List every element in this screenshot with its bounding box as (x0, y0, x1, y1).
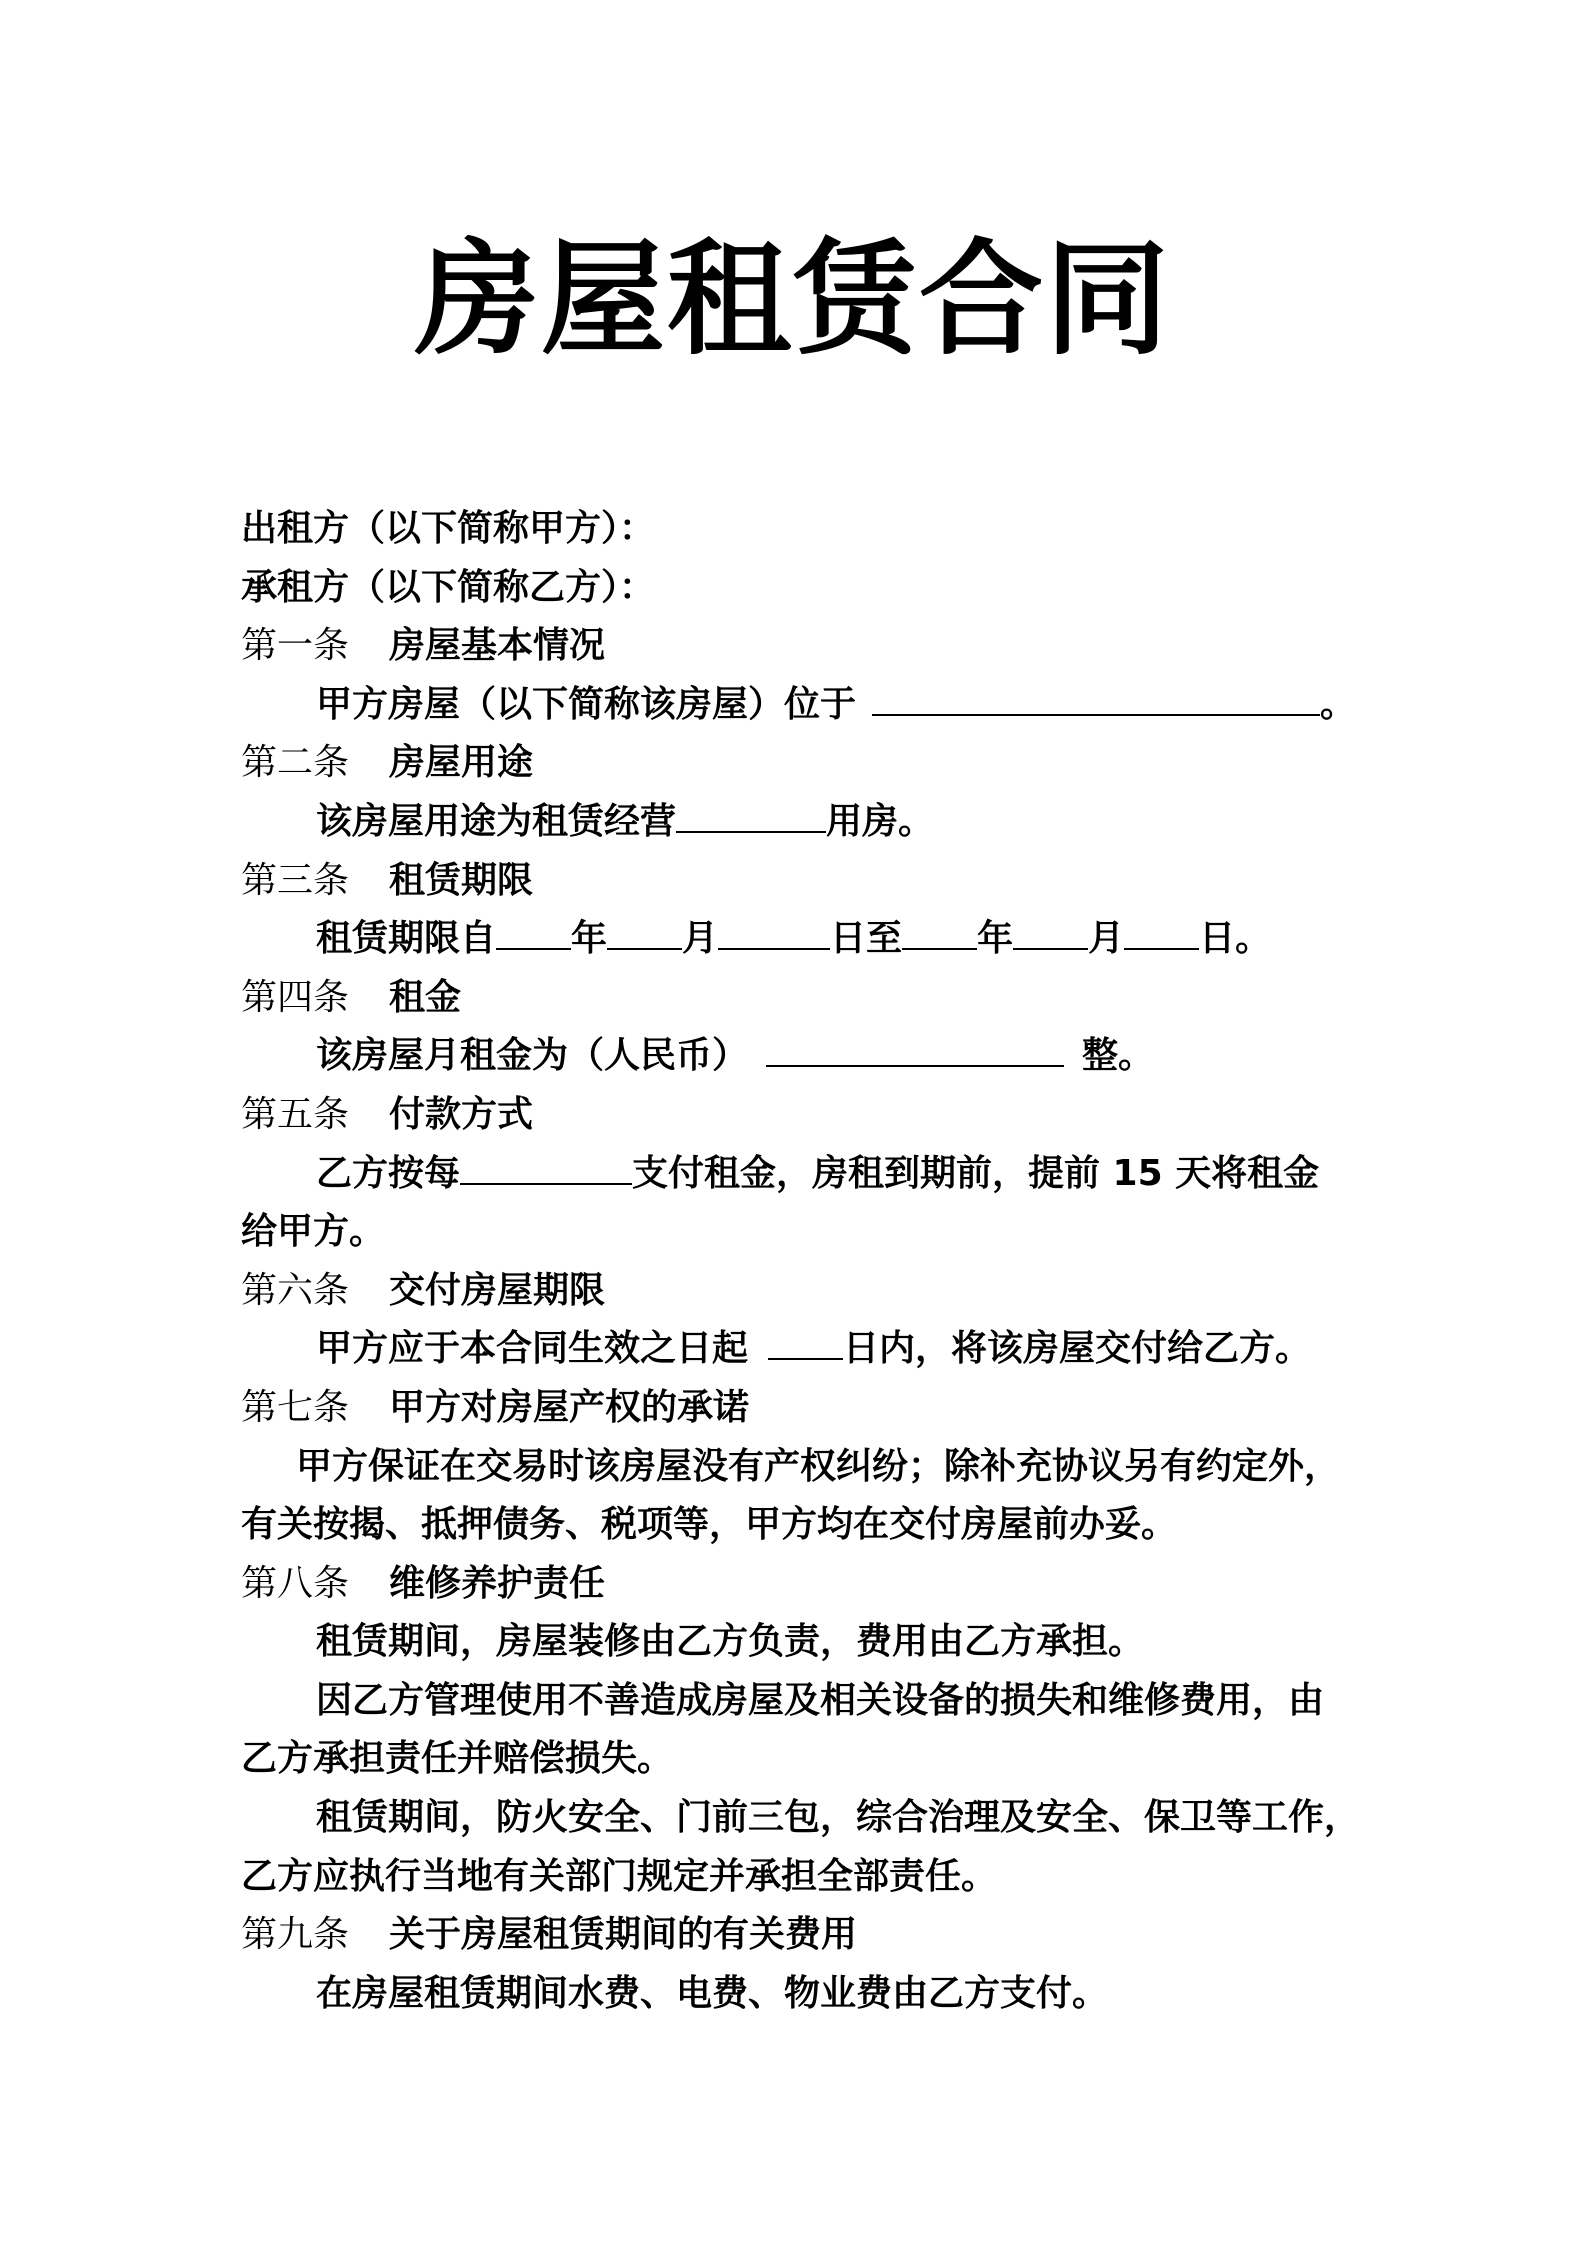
article-number: 第三条 (241, 859, 350, 901)
article-heading: 房屋基本情况 (389, 625, 606, 667)
clause-text: 月 (682, 918, 719, 960)
article-heading: 房屋用途 (389, 742, 534, 784)
article-8-para-3-cont: 乙方应执行当地有关部门规定并承担全部责任。 (241, 1855, 998, 1897)
article-heading: 交付房屋期限 (389, 1269, 606, 1311)
article-1-header (241, 617, 1371, 676)
clause-text: 租赁期限自 (316, 918, 497, 960)
article-number: 第七条 (241, 1386, 350, 1428)
clause-text: 月 (1088, 918, 1125, 960)
usage-blank (676, 795, 826, 833)
rent-amount-blank (766, 1029, 1064, 1067)
article-7-clause: 甲方保证在交易时该房屋没有产权纠纷；除补充协议另有约定外， (296, 1445, 1341, 1487)
start-year-blank (496, 912, 571, 950)
article-4-header (241, 969, 1371, 1028)
article-number: 第一条 (241, 625, 350, 667)
article-5-clause (241, 1145, 1371, 1204)
article-8-header (241, 1555, 1371, 1614)
address-blank (872, 678, 1320, 716)
article-number: 第五条 (241, 1093, 350, 1135)
article-heading: 付款方式 (389, 1093, 534, 1135)
end-month-blank (1013, 912, 1088, 950)
article-number: 第二条 (241, 742, 350, 784)
article-number: 第九条 (241, 1914, 350, 1956)
article-8-para-1: 租赁期间，房屋装修由乙方负责，费用由乙方承担。 (316, 1621, 1145, 1663)
clause-text: 该房屋月租金为（人民币） (316, 1035, 749, 1077)
article-2-header (241, 734, 1371, 793)
document-title: 房屋租赁合同 (414, 228, 1171, 372)
article-number: 第四条 (241, 976, 350, 1018)
article-3-clause (241, 910, 1371, 969)
end-year-blank (902, 912, 977, 950)
article-4-clause (241, 1027, 1371, 1086)
clause-text: 年 (977, 918, 1014, 960)
start-month-blank (607, 912, 682, 950)
article-5-clause-cont: 给甲方。 (241, 1211, 386, 1253)
article-5-header (241, 1086, 1371, 1145)
lessor-line: 出租方（以下简称甲方）： (241, 508, 656, 549)
article-heading: 甲方对房屋产权的承诺 (389, 1386, 750, 1428)
clause-text: 日至 (830, 918, 903, 960)
article-6-clause (241, 1320, 1371, 1379)
article-heading: 关于房屋租赁期间的有关费用 (389, 1914, 858, 1956)
lessee-line: 承租方（以下简称乙方）： (241, 566, 656, 608)
contract-body (241, 500, 1371, 2023)
article-7-header (241, 1379, 1371, 1438)
clause-text: 。 (1320, 683, 1357, 725)
article-number: 第八条 (241, 1562, 350, 1604)
clause-text: 支付租金，房租到期前，提前 15 天将租金 (632, 1152, 1320, 1194)
clause-text: 该房屋用途为租赁经营 (316, 800, 677, 842)
start-day-blank (718, 912, 830, 950)
clause-text: 甲方房屋（以下简称该房屋）位于 (316, 683, 857, 725)
article-3-header (241, 852, 1371, 911)
article-number: 第六条 (241, 1269, 350, 1311)
article-8-para-2: 因乙方管理使用不善造成房屋及相关设备的损失和维修费用，由 (316, 1679, 1325, 1721)
clause-text: 日。 (1199, 918, 1272, 960)
article-heading: 维修养护责任 (389, 1562, 606, 1604)
article-heading: 租赁期限 (389, 859, 534, 901)
article-7-clause-cont: 有关按揭、抵押债务、税项等，甲方均在交付房屋前办妥。 (241, 1504, 1178, 1546)
article-9-para-1: 在房屋租赁期间水费、电费、物业费由乙方支付。 (316, 1972, 1109, 2014)
article-8-para-3: 租赁期间，防火安全、门前三包，综合治理及安全、保卫等工作， (316, 1797, 1361, 1839)
clause-text: 乙方按每 (316, 1152, 461, 1194)
article-6-header (241, 1262, 1371, 1321)
article-heading: 租金 (389, 976, 462, 1018)
article-9-header (241, 1906, 1371, 1965)
clause-text: 整。 (1082, 1035, 1155, 1077)
article-1-clause (241, 676, 1371, 735)
article-8-para-2-cont: 乙方承担责任并赔偿损失。 (241, 1738, 674, 1780)
clause-text: 年 (571, 918, 608, 960)
clause-text: 日内，将该房屋交付给乙方。 (843, 1328, 1312, 1370)
clause-text: 用房。 (826, 800, 935, 842)
clause-text: 甲方应于本合同生效之日起 (316, 1328, 749, 1370)
end-day-blank (1124, 912, 1199, 950)
payment-period-blank (460, 1147, 632, 1185)
article-2-clause (241, 793, 1371, 852)
delivery-days-blank (768, 1322, 843, 1360)
